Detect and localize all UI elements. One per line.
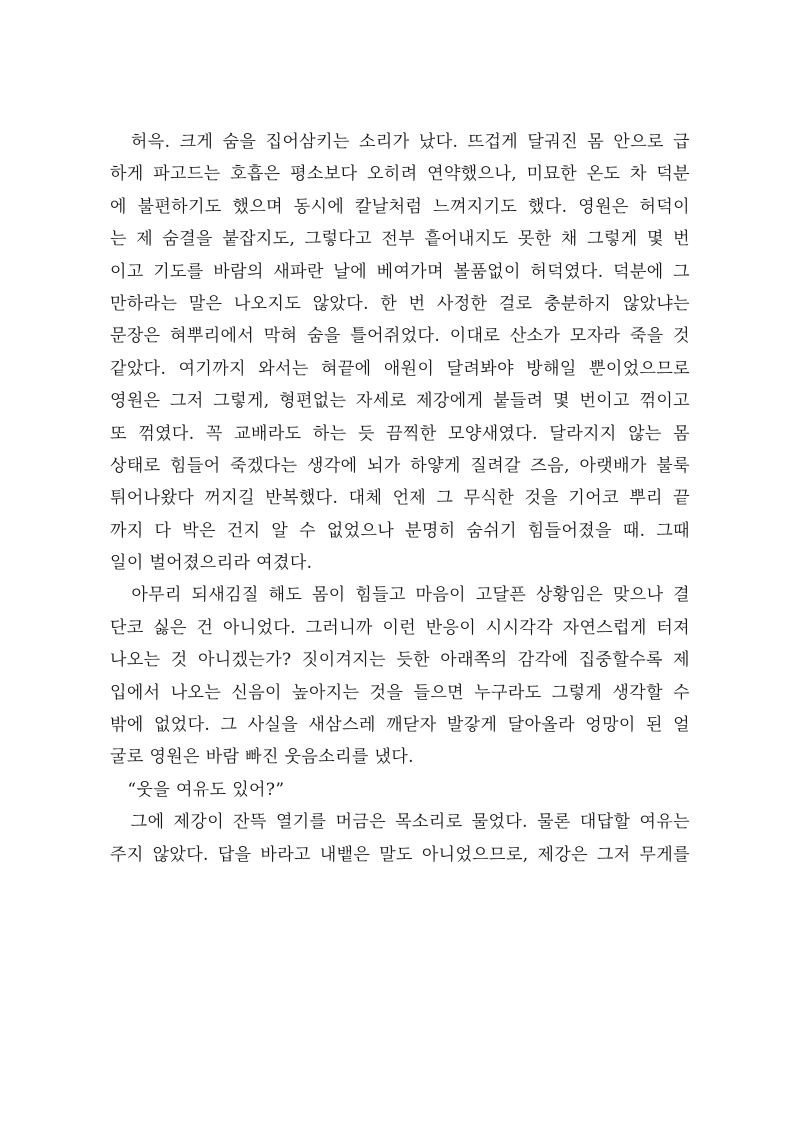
text-line: 밖에 없었다. 그 사실을 새삼스레 깨닫자 발갛게 달아올라 엉망이 된 얼 xyxy=(110,715,690,736)
text-line: 단코 싫은 건 아니었다. 그러니까 이런 반응이 시시각각 자연스럽게 터져 xyxy=(110,617,690,638)
text-line: 아무리 되새김질 해도 몸이 힘들고 마음이 고달픈 상황임은 맞으나 결 xyxy=(110,585,690,606)
text-line: 그에 제강이 잔뜩 열기를 머금은 목소리로 물었다. 물론 대답할 여유는 xyxy=(110,812,690,833)
text-line: 굴로 영원은 바람 빠진 웃음소리를 냈다. xyxy=(110,747,414,768)
text-line: 주지 않았다. 답을 바라고 내뱉은 말도 아니었으므로, 제강은 그저 무게를 xyxy=(110,844,690,865)
text-line: 하게 파고드는 호흡은 평소보다 오히려 연약했으나, 미묘한 온도 차 덕분 xyxy=(110,164,690,185)
text-line: 영원은 그저 그렇게, 형편없는 자세로 제강에게 붙들려 몇 번이고 꺾이고 xyxy=(110,391,690,412)
body-text xyxy=(110,126,690,871)
text-line: 만하라는 말은 나오지도 않았다. 한 번 사정한 걸로 충분하지 않았냐는 xyxy=(110,293,690,314)
text-line: 입에서 나오는 신음이 높아지는 것을 들으면 누구라도 그렇게 생각할 수 xyxy=(110,682,690,703)
text-line: “웃을 여유도 있어?” xyxy=(110,779,285,800)
text-line: 허윽. 크게 숨을 집어삼키는 소리가 났다. 뜨겁게 달궈진 몸 안으로 급 xyxy=(110,132,690,152)
text-line: 에 불편하기도 했으며 동시에 칼날처럼 느껴지기도 했다. 영원은 허덕이 xyxy=(110,196,690,217)
text-line: 까지 다 박은 건지 알 수 없었으나 분명히 숨쉬기 힘들어졌을 때. 그때 xyxy=(110,520,690,541)
text-line: 나오는 것 아니겠는가? 짓이겨지는 듯한 아래쪽의 감각에 집중할수록 제 xyxy=(110,650,690,671)
text-line: 같았다. 여기까지 와서는 혀끝에 애원이 달려봐야 방해일 뿐이었으므로 xyxy=(110,358,690,379)
text-line: 상태로 힘들어 죽겠다는 생각에 뇌가 하얗게 질려갈 즈음, 아랫배가 불룩 xyxy=(110,455,690,476)
text-line: 이고 기도를 바람의 새파란 날에 베여가며 볼품없이 허덕였다. 덕분에 그 xyxy=(110,261,690,282)
text-line: 튀어나왔다 꺼지길 반복했다. 대체 언제 그 무식한 것을 기어코 뿌리 끝 xyxy=(110,488,690,509)
text-line: 문장은 혀뿌리에서 막혀 숨을 틀어쥐었다. 이대로 산소가 모자라 죽을 것 xyxy=(110,326,690,347)
text-line: 일이 벌어졌으리라 여겼다. xyxy=(110,553,313,574)
text-line: 는 제 숨결을 붙잡지도, 그렇다고 전부 흩어내지도 못한 채 그렇게 몇 번 xyxy=(110,229,690,250)
text-line: 또 꺾였다. 꼭 교배라도 하는 듯 끔찍한 모양새였다. 달라지지 않는 몸 xyxy=(110,423,690,444)
